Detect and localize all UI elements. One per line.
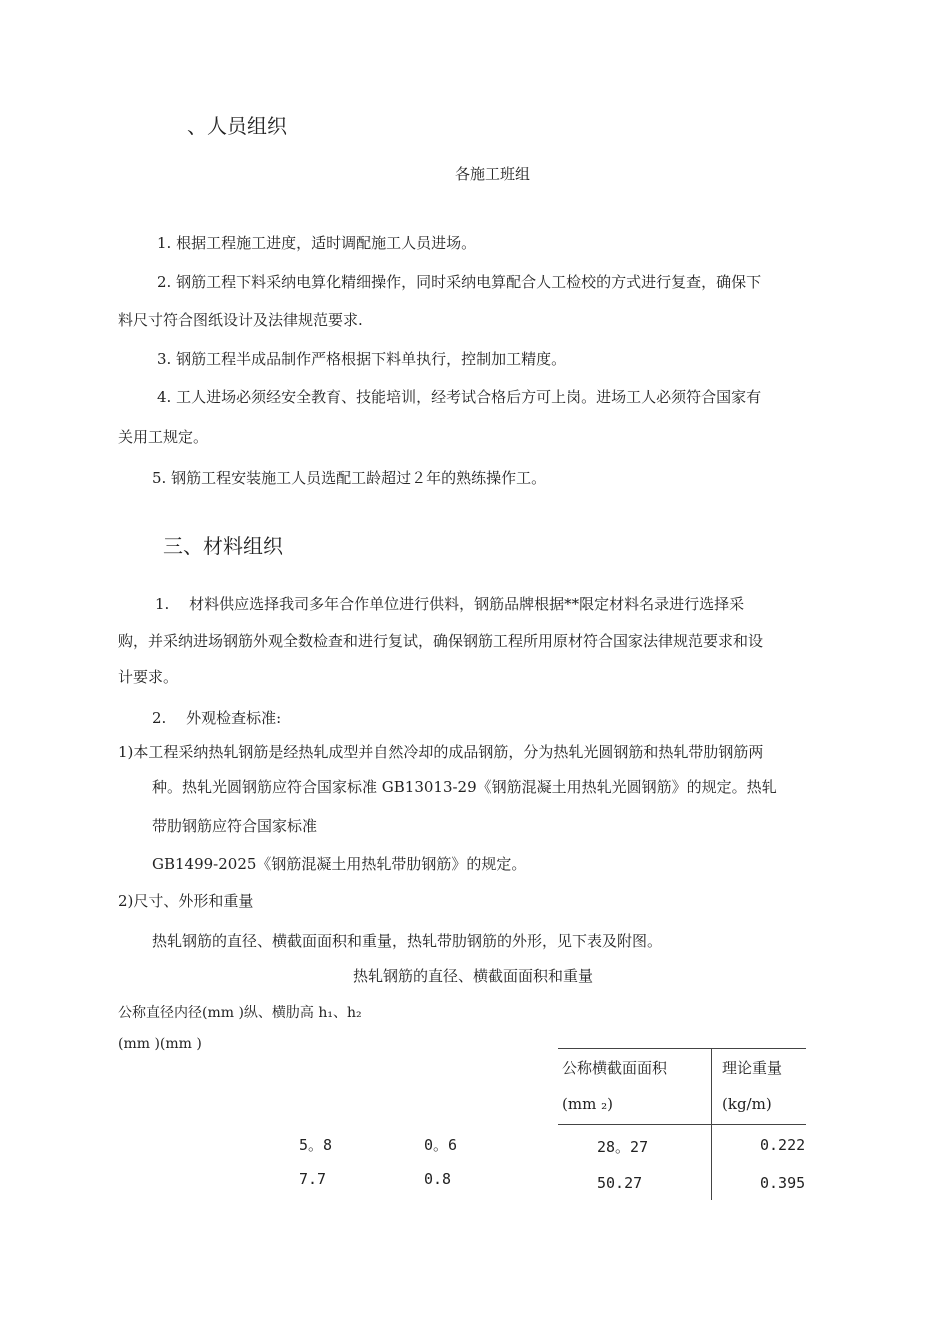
table-cell-area: 50.27 (597, 1174, 643, 1192)
table-top-rule (558, 1048, 806, 1049)
paragraph-line: 1. 材料供应选择我司多年合作单位进行供料，钢筋品牌根据**限定材料名录进行选择采 (155, 595, 745, 613)
paragraph-line: 1)本工程采纳热轧钢筋是经热轧成型并自然冷却的成品钢筋，分为热轧光圆钢筋和热轧带肋钢筋两 (118, 743, 764, 761)
list-item: 5. 钢筋工程安装施工人员选配工龄超过２年的熟练操作工。 (152, 469, 547, 487)
section-heading-personnel: 、人员组织 (187, 114, 287, 138)
list-item-continuation: 料尺寸符合图纸设计及法律规范要求. (118, 311, 363, 329)
paragraph-line: 购，并采纳进场钢筋外观全数检查和进行复试，确保钢筋工程所用原材符合国家法律规范要求和设 (118, 632, 764, 650)
table-header-rule (558, 1124, 806, 1125)
table-cell-rib: 0。6 (424, 1136, 458, 1154)
table-cell-area: 28。27 (597, 1138, 649, 1156)
paragraph-line: 种。热轧光圆钢筋应符合国家标准 GB13013-29《钢筋混凝土用热轧光圆钢筋》的规定。热轧 (152, 778, 777, 796)
table-header-area: 公称横截面面积 (562, 1059, 668, 1077)
table-cell-weight: 0.222 (760, 1136, 806, 1154)
table-left-header: 公称直径内径(mm )纵、横肋高 h₁、h₂ (118, 1005, 362, 1021)
table-cell-weight: 0.395 (760, 1174, 806, 1192)
table-cell-diameter: 5。8 (299, 1136, 333, 1154)
table-caption: 热轧钢筋的直径、横截面面积和重量 (353, 967, 594, 985)
table-left-header-units: (mm )(mm ) (118, 1036, 202, 1052)
table-cell-rib: 0.8 (424, 1170, 452, 1188)
paragraph-line: GB1499-2025《钢筋混凝土用热轧带肋钢筋》的规定。 (152, 855, 527, 873)
section-heading-material: 三、材料组织 (163, 534, 283, 558)
list-item: 2. 钢筋工程下料采纳电算化精细操作，同时采纳电算配合人工检校的方式进行复查，确保下 (157, 273, 762, 291)
sub-heading: 2)尺寸、外形和重量 (118, 892, 254, 910)
list-item-label: 2. 外观检查标准: (152, 709, 282, 727)
list-item: 4. 工人进场必须经安全教育、技能培训，经考试合格后方可上岗。进场工人必须符合国家有 (157, 388, 762, 406)
list-item-continuation: 关用工规定。 (118, 428, 209, 446)
list-item: 1. 根据工程施工进度，适时调配施工人员进场。 (157, 234, 477, 252)
paragraph-line: 热轧钢筋的直径、横截面面积和重量，热轧带肋钢筋的外形，见下表及附图。 (152, 932, 663, 950)
subheading-work-teams: 各施工班组 (455, 165, 531, 183)
table-column-divider (711, 1048, 712, 1200)
table-header-weight-unit: (kg/m) (722, 1095, 772, 1113)
table-header-area-unit: (mm ₂) (562, 1095, 613, 1113)
table-header-weight: 理论重量 (722, 1059, 783, 1077)
list-item: 3. 钢筋工程半成品制作严格根据下料单执行，控制加工精度。 (157, 350, 567, 368)
table-cell-diameter: 7.7 (299, 1170, 327, 1188)
paragraph-line: 计要求。 (118, 668, 179, 686)
paragraph-line: 带肋钢筋应符合国家标准 (152, 817, 318, 835)
